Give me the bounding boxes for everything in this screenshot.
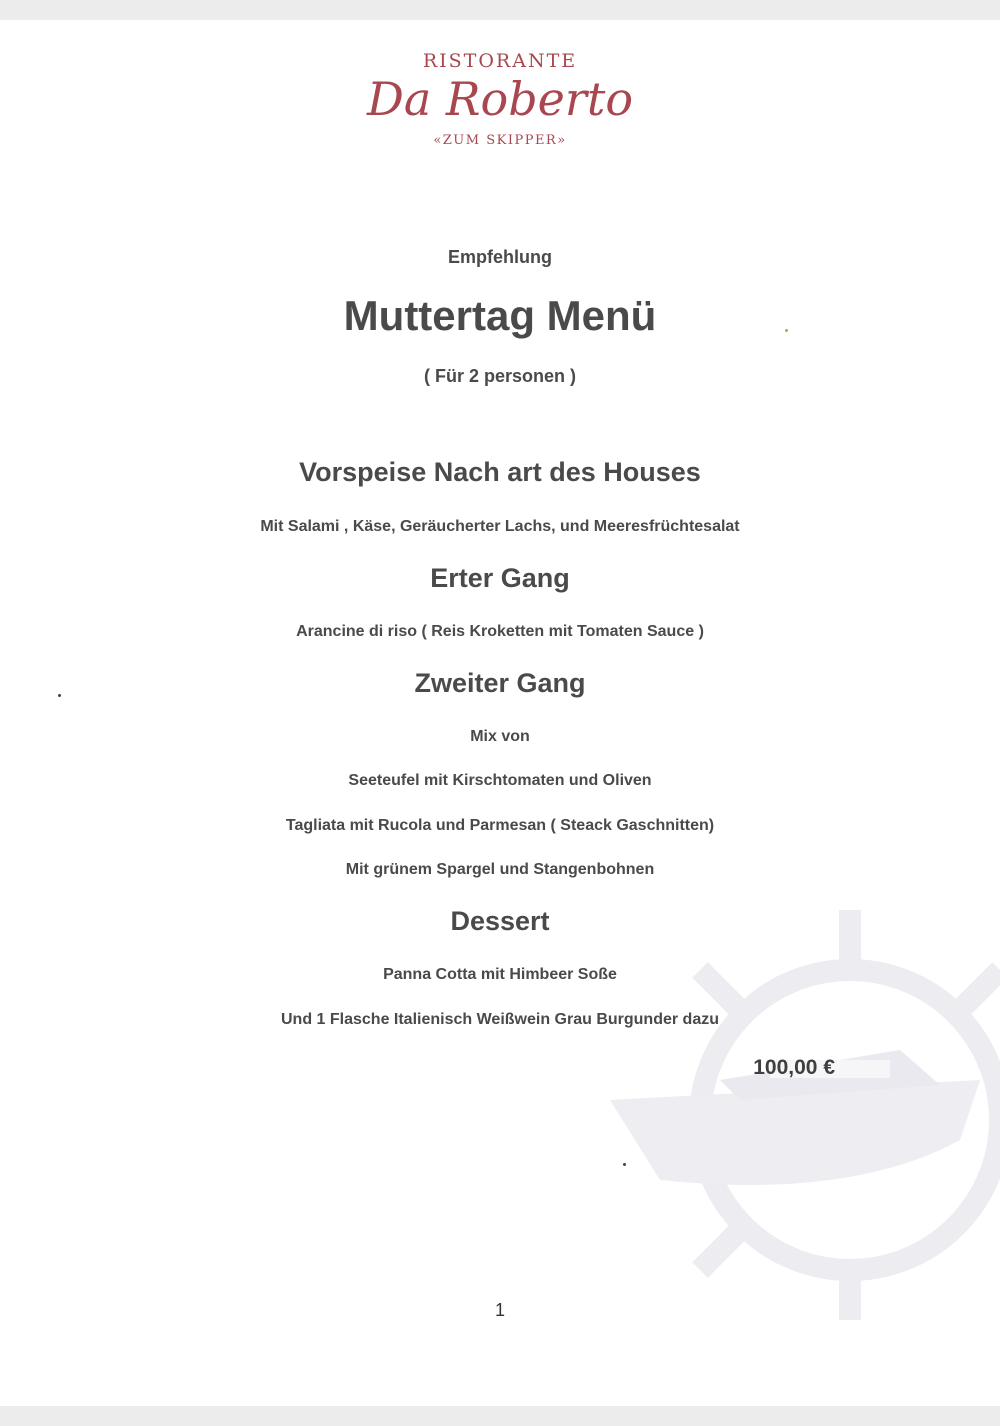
course-item: Seeteufel mit Kirschtomaten und Oliven — [348, 772, 652, 789]
ship-wheel-icon — [600, 880, 1000, 1320]
scan-speck — [623, 1163, 626, 1166]
scan-speck — [785, 329, 788, 332]
scan-bottom-edge — [0, 1406, 1000, 1426]
scan-top-edge — [0, 0, 1000, 20]
scan-speck — [58, 694, 61, 697]
menu-page — [0, 20, 1000, 1406]
page-number: 1 — [494, 1300, 505, 1320]
course-item: Arancine di riso ( Reis Kroketten mit Tomaten Sauce ) — [296, 623, 704, 640]
brand-prefix: RISTORANTE — [422, 50, 578, 72]
course-item: Panna Cotta mit Himbeer Soße — [383, 966, 617, 983]
course-item: Mit grünem Spargel und Stangenbohnen — [345, 861, 655, 878]
menu-price: 100,00 € — [753, 1056, 835, 1079]
course-item: Und 1 Flasche Italienisch Weißwein Grau Burgunder dazu — [280, 1011, 719, 1028]
course-item: Tagliata mit Rucola und Parmesan ( Steack Gaschnitten) — [285, 817, 715, 834]
course-title: Zweiter Gang — [414, 668, 586, 698]
menu-title: Muttertag Menü — [343, 292, 657, 339]
brand-tagline: «ZUM SKIPPER» — [433, 133, 567, 148]
menu-eyebrow: Empfehlung — [448, 247, 552, 267]
course-item: Mit Salami , Käse, Geräucherter Lachs, und Meeresfrüchtesalat — [260, 518, 740, 535]
menu-subtitle: ( Für 2 personen ) — [423, 366, 576, 386]
course-item: Mix von — [470, 728, 530, 745]
course-title: Dessert — [450, 906, 550, 936]
course-title: Vorspeise Nach art des Houses — [299, 457, 701, 487]
brand-logo: Da Roberto — [366, 72, 634, 126]
course-title: Erter Gang — [430, 563, 570, 593]
